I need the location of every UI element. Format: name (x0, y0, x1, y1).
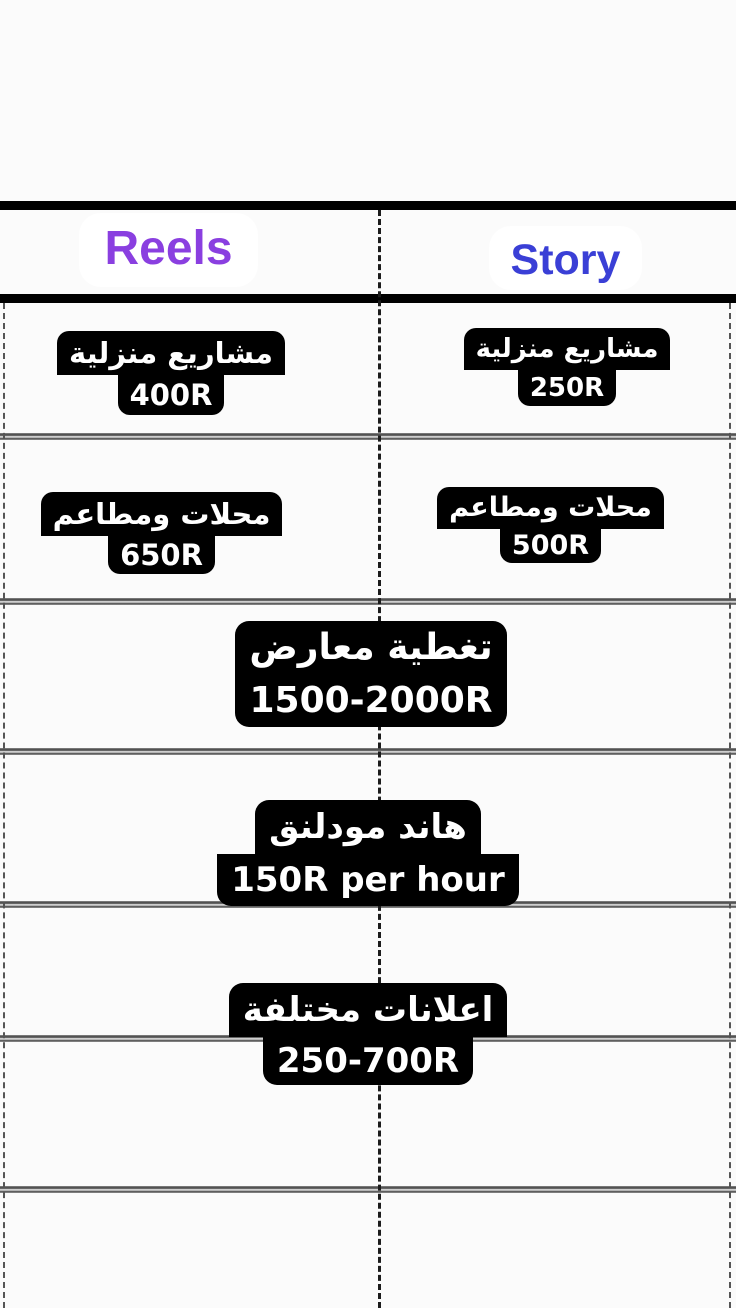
reels-home-projects-title: مشاريع منزلية (57, 331, 285, 375)
exhibition-coverage-title: تغطية معارض (235, 621, 506, 675)
reels-shops-restaurants-price: 650R (108, 536, 215, 574)
various-ads-tag (230, 983, 506, 1085)
story-shops-restaurants-tag (446, 487, 655, 563)
reels-shops-restaurants-title: محلات ومطاعم (41, 492, 283, 536)
reels-home-projects-tag (63, 331, 279, 415)
row-separator (0, 748, 736, 755)
reels-label: Reels (104, 221, 233, 275)
story-label: Story (510, 235, 621, 284)
story-shops-restaurants-title: محلات ومطاعم (437, 487, 664, 529)
story-column-header (489, 226, 642, 290)
reels-shops-restaurants-tag (46, 492, 277, 574)
reels-column-header (79, 213, 258, 287)
row-separator (0, 433, 736, 440)
story-home-projects-title: مشاريع منزلية (464, 328, 671, 370)
story-shops-restaurants-price: 500R (500, 529, 601, 563)
exhibition-coverage-tag (228, 621, 514, 727)
header-top-rule (0, 201, 736, 210)
hand-modeling-price: 150R per hour (217, 854, 519, 906)
story-home-projects-price: 250R (518, 370, 616, 406)
right-border (729, 303, 731, 1308)
row-separator (0, 598, 736, 605)
story-home-projects-tag (472, 328, 662, 406)
various-ads-price: 250-700R (263, 1037, 473, 1085)
header-bottom-rule (0, 294, 736, 303)
left-border (3, 303, 5, 1308)
hand-modeling-title: هاند مودلنق (255, 800, 481, 854)
various-ads-title: اعلانات مختلفة (229, 983, 508, 1037)
exhibition-coverage-price: 1500-2000R (235, 675, 506, 727)
hand-modeling-tag (222, 800, 514, 906)
reels-home-projects-price: 400R (118, 375, 225, 415)
center-divider (378, 210, 381, 1308)
row-separator (0, 1186, 736, 1193)
